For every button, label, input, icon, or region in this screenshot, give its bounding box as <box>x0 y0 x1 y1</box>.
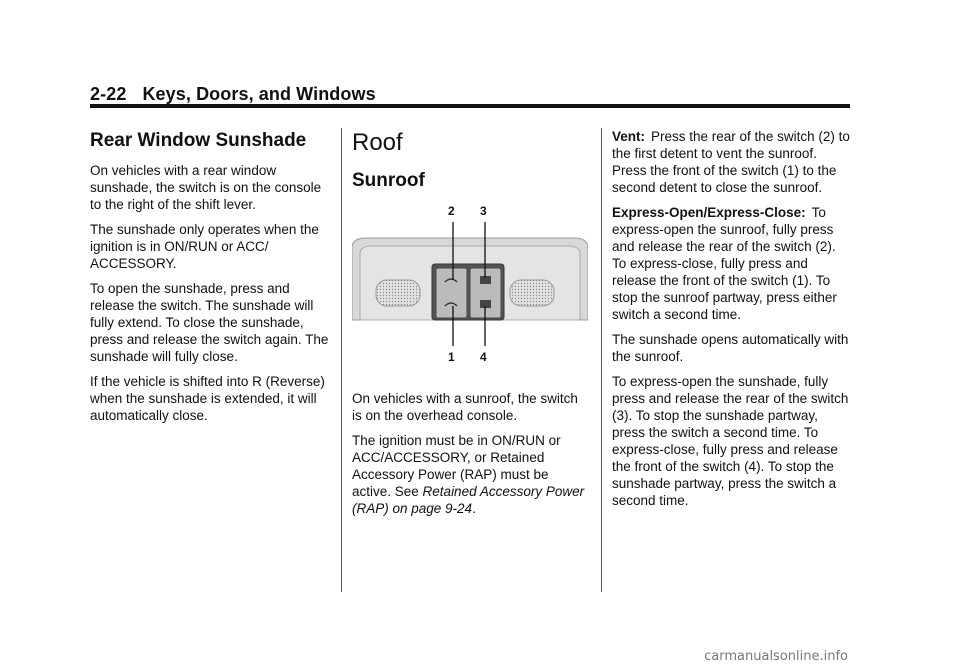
paragraph: The sunshade opens automatically with the sunroof. <box>612 332 849 364</box>
callout-1: 1 <box>448 350 455 364</box>
paragraph: The sunshade only operates when the ignition is in ON/RUN or ACC/ ACCESSORY. <box>90 222 319 271</box>
chapter-title: Keys, Doors, and Windows <box>142 84 376 104</box>
page-number: 2-22 <box>90 84 127 104</box>
column-divider <box>341 128 342 592</box>
subheading-sunroof: Sunroof <box>352 170 425 191</box>
left-speaker-grille <box>376 280 420 306</box>
vent-text: Press the rear of the switch (2) to the first detent to vent the sunroof. Press the front of the switch (1) to the second detent to close the sunroof. <box>612 129 850 195</box>
section-heading-roof: Roof <box>352 129 403 156</box>
section-heading-rear-window-sunshade: Rear Window Sunshade <box>90 130 307 151</box>
column-divider <box>601 128 602 592</box>
paragraph: On vehicles with a rear window sunshade, the switch is on the console to the right of the shift lever. <box>90 163 322 212</box>
column-rear-window-sunshade <box>90 122 330 432</box>
header-rule <box>90 104 850 108</box>
right-speaker-grille <box>510 280 554 306</box>
paragraph: To express-open the sunshade, fully press and release the rear of the switch (3). To stop the sunshade partway, press the switch a second time. To express-close, fully press and release the front of the switch (4). To stop the sunshade partway, press the switch a second time. <box>612 374 849 508</box>
watermark: carmanualsonline.info <box>704 649 848 664</box>
callout-2: 2 <box>448 204 455 218</box>
vent-label: Vent: <box>612 129 646 144</box>
page-header-title <box>90 84 850 105</box>
paragraph: To open the sunshade, press and release the switch. The sunshade will fully extend. To close the sunshade, press and release the switch again. The sunshade will fully close. <box>90 281 329 364</box>
paragraph-text: The ignition must be in ON/RUN or ACC/ACCESSORY, or Retained Accessory Power (RAP) must be active. See <box>352 433 561 499</box>
express-label: Express-Open/Express-Close: <box>612 205 806 220</box>
column-sunroof-operation <box>612 122 852 517</box>
paragraph-express <box>612 204 852 323</box>
paragraph <box>352 432 588 517</box>
page-header <box>90 84 850 105</box>
paragraph-vent <box>612 128 852 196</box>
paragraph: On vehicles with a sunroof, the switch is on the overhead console. <box>352 391 578 423</box>
callout-4: 4 <box>480 350 487 364</box>
overhead-console-drawing <box>352 198 588 372</box>
callout-3: 3 <box>480 204 487 218</box>
express-text: To express-open the sunroof, fully press and release the rear of the switch (2). To express-close, fully press and release the front of the switch (1). To stop the sunroof partway, press either switch a second time. <box>612 205 837 322</box>
paragraph-end: . <box>472 501 476 516</box>
column-roof <box>352 122 588 525</box>
cross-reference-link[interactable]: Retained Accessory Power (RAP) on page 9-24 <box>352 484 585 516</box>
paragraph: If the vehicle is shifted into R (Reverse) when the sunshade is extended, it will automatically close. <box>90 374 325 423</box>
sunroof-switch <box>436 268 467 318</box>
sunroof-switch-illustration <box>352 198 588 372</box>
